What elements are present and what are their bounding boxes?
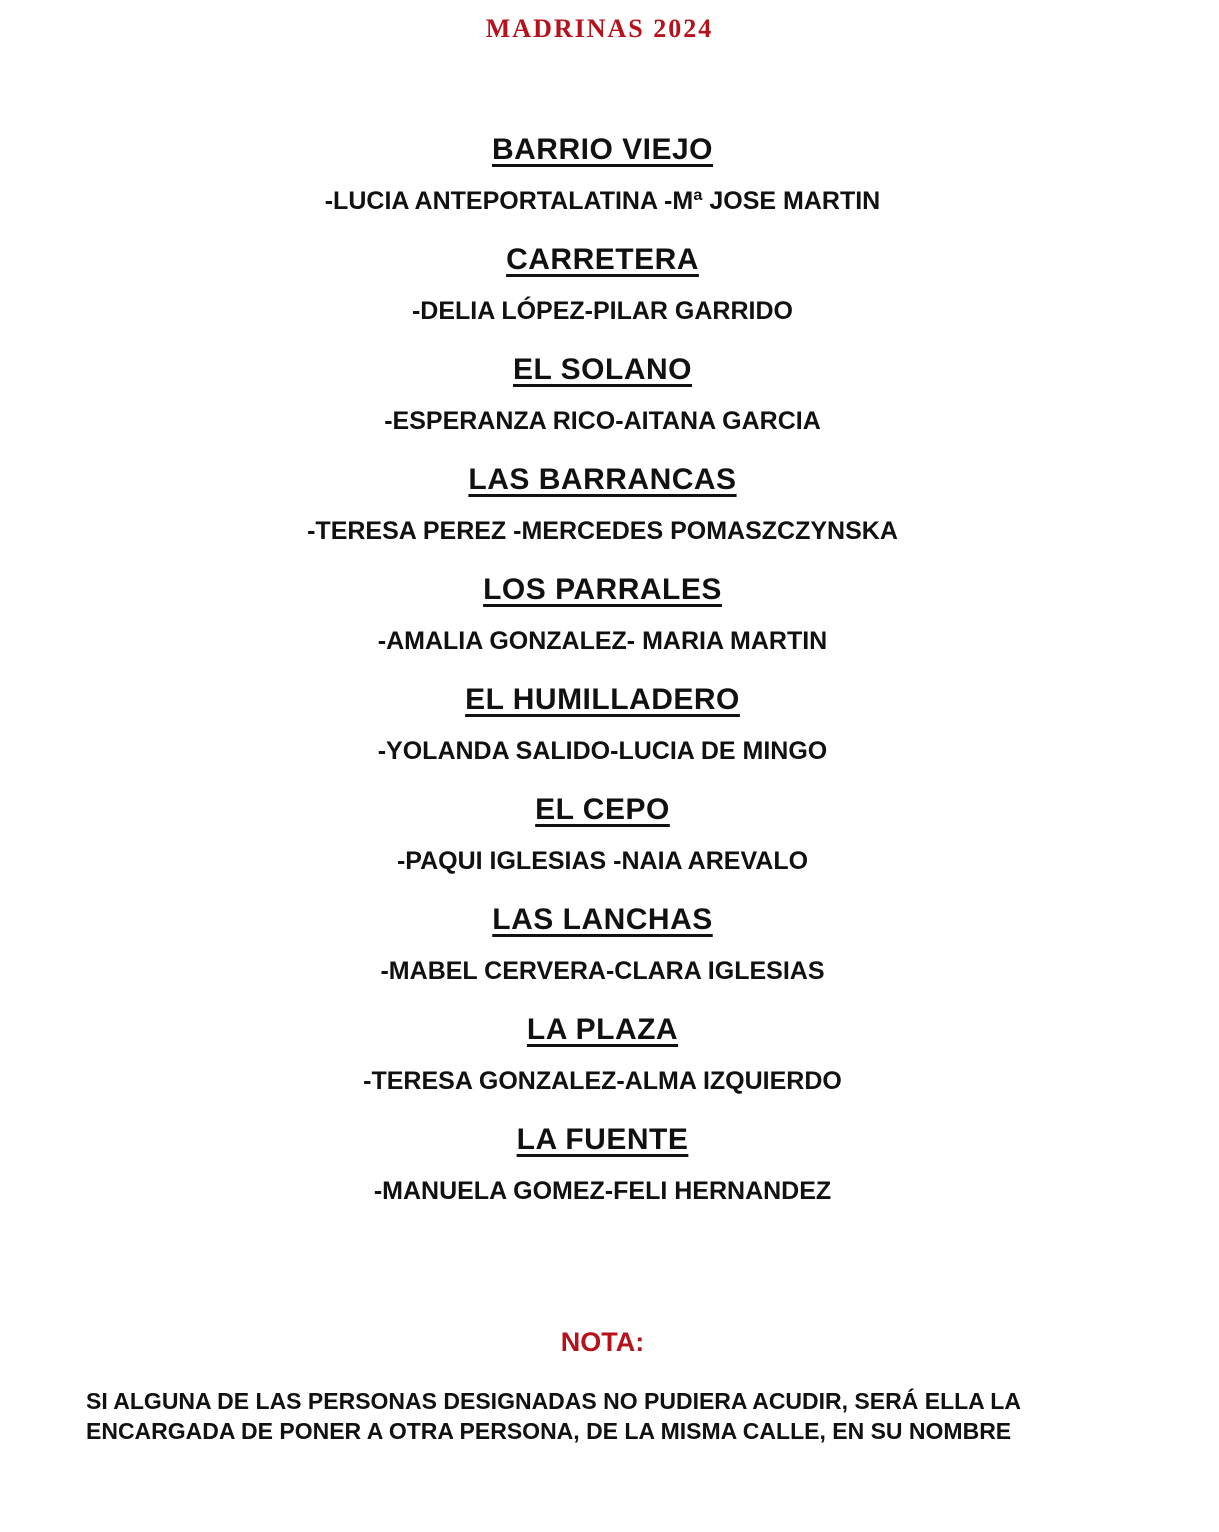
madrinas-names: -TERESA GONZALEZ-ALMA IZQUIERDO — [363, 1067, 842, 1095]
madrinas-names: -DELIA LÓPEZ-PILAR GARRIDO — [411, 297, 793, 325]
madrinas-names: -LUCIA ANTEPORTALATINA -Mª JOSE MARTIN — [324, 187, 881, 215]
street-section — [0, 678, 1205, 767]
street-name: EL SOLANO — [513, 353, 692, 386]
street-name: LAS LANCHAS — [492, 903, 713, 936]
street-section — [0, 128, 1205, 217]
street-section — [0, 238, 1205, 327]
street-section — [0, 1008, 1205, 1097]
street-name: LOS PARRALES — [483, 573, 722, 606]
nota-text: SI ALGUNA DE LAS PERSONAS DESIGNADAS NO PUDIERA ACUDIR, SERÁ ELLA LA ENCARGADA DE PONER A OTRA PERSONA, DE LA MISMA CALLE, EN SU NOMBRE — [86, 1388, 1021, 1444]
madrinas-names: -AMALIA GONZALEZ- MARIA MARTIN — [377, 627, 828, 655]
street-sections-list — [0, 128, 1205, 1228]
street-section — [0, 1118, 1205, 1207]
street-section — [0, 568, 1205, 657]
street-name: LAS BARRANCAS — [468, 463, 737, 496]
street-name: EL HUMILLADERO — [465, 683, 740, 716]
madrinas-names: -TERESA PEREZ -MERCEDES POMASZCZYNSKA — [307, 517, 898, 545]
street-name: LA FUENTE — [516, 1123, 689, 1156]
street-name: LA PLAZA — [526, 1013, 679, 1046]
madrinas-names: -PAQUI IGLESIAS -NAIA AREVALO — [396, 847, 809, 875]
madrinas-names: -MANUELA GOMEZ-FELI HERNANDEZ — [373, 1177, 832, 1205]
street-name: CARRETERA — [506, 243, 699, 276]
street-section — [0, 788, 1205, 877]
street-name: EL CEPO — [535, 793, 670, 826]
nota-label: NOTA: — [560, 1327, 645, 1357]
madrinas-names: -MABEL CERVERA-CLARA IGLESIAS — [380, 957, 825, 985]
madrinas-names: -ESPERANZA RICO-AITANA GARCIA — [384, 407, 821, 435]
page-title: MADRINAS 2024 — [485, 14, 714, 43]
madrinas-names: -YOLANDA SALIDO-LUCIA DE MINGO — [377, 737, 828, 765]
street-section — [0, 898, 1205, 987]
street-section — [0, 458, 1205, 547]
street-name: BARRIO VIEJO — [491, 133, 714, 166]
street-section — [0, 348, 1205, 437]
